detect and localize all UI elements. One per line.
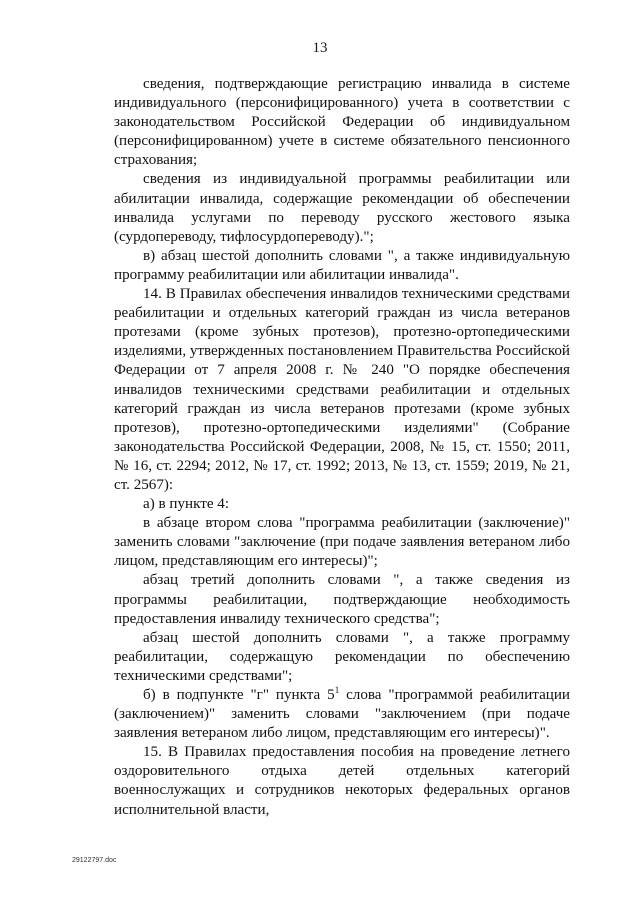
footer-filename: 29122797.doc bbox=[72, 857, 117, 864]
paragraph-b-first-line bbox=[114, 686, 570, 743]
paragraph-b-rest: (заключением)" заменить словами "заключением (при подаче заявления ветераном либо лицом, представляющим его интересы)". bbox=[114, 706, 570, 742]
page-number: 13 bbox=[312, 40, 328, 56]
superscript: 1 bbox=[334, 684, 340, 695]
document-body bbox=[114, 75, 570, 820]
paragraph: в) абзац шестой дополнить словами ", а также индивидуальную программу реабилитации или абилитации инвалида". bbox=[114, 247, 570, 283]
paragraph: абзац шестой дополнить словами ", а также программу реабилитации, содержащую рекомендации по обеспечению техническими средствами"; bbox=[114, 629, 570, 684]
paragraph: 14. В Правилах обеспечения инвалидов техническими средствами реабилитации и отдельных категорий граждан из числа ветеранов протезами (кроме зубных протезов), протезно-ортопедическими изделиями, утвержденных постановлением Правительства Российской Федерации от 7 апреля 2008 г. № 240 "О порядке обеспечения инвалидов техническими средствами реабилитации и отдельных категорий граждан из числа ветеранов протезами (кроме зубных протезов), протезно-ортопедическими изделиями" (Собрание законодательства Российской Федерации, 2008, № 15, ст. 1550; 2011, № 16, ст. 2294; 2012, № 17, ст. 1992; 2013, № 13, ст. 1559; 2019, № 21, ст. 2567): bbox=[114, 286, 571, 493]
paragraph: а) в пункте 4: bbox=[143, 496, 230, 513]
paragraph: абзац третий дополнить словами ", а также сведения из программы реабилитации, подтверждающие необходимость предоставления инвалиду технического средства"; bbox=[114, 572, 570, 627]
paragraph: сведения, подтверждающие регистрацию инвалида в системе индивидуального (персонифицированного) учета в соответствии с законодательством Российской Федерации об индивидуальном (персонифицированном) учете в системе обязательного пенсионного страхования; bbox=[114, 76, 570, 169]
paragraph-b-prefix: б) в подпункте "г" пункта 5 bbox=[143, 687, 335, 703]
paragraph-b-suffix: слова "программой реабилитации bbox=[339, 687, 571, 703]
paragraph: 15. В Правилах предоставления пособия на проведение летнего оздоровительного отдыха детей отдельных категорий военнослужащих и сотрудников некоторых федеральных органов исполнительной власти, bbox=[114, 744, 570, 818]
paragraph: сведения из индивидуальной программы реабилитации или абилитации инвалида, содержащие рекомендации об обеспечении инвалида услугами по переводу русского жестового языка (сурдопереводу, тифлосурдопереводу)."; bbox=[114, 171, 570, 245]
paragraph: в абзаце втором слова "программа реабилитации (заключение)" заменить словами "заключение (при подаче заявления ветераном либо лицом, представляющим его интересы)"; bbox=[114, 515, 570, 570]
